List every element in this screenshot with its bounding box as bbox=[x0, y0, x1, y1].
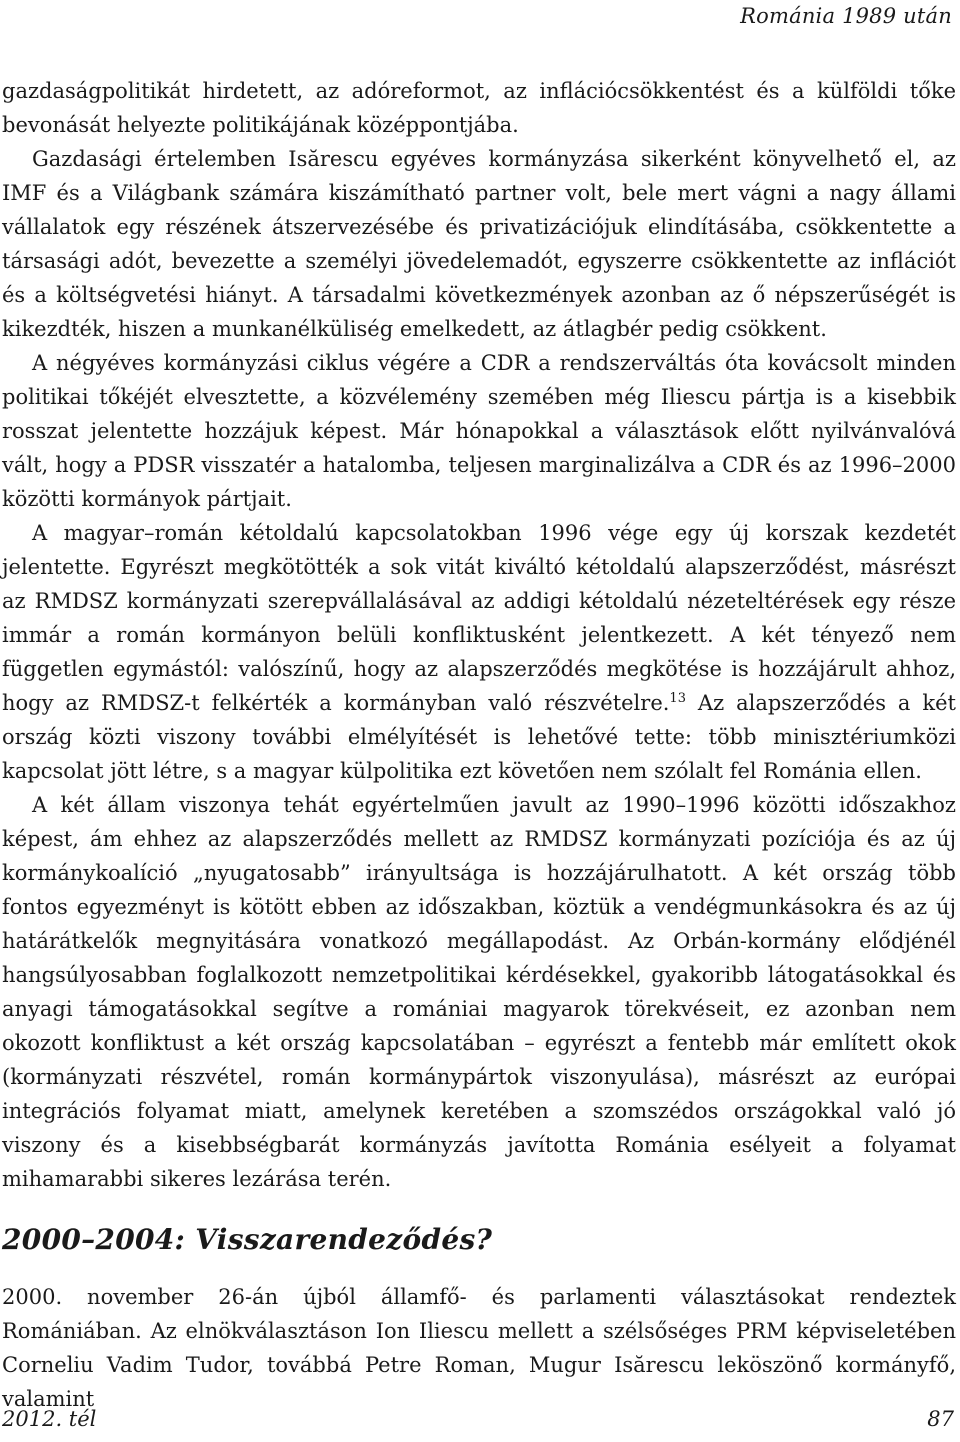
paragraph-text: Az alapszerződés a két ország közti viszony további elmélyítését is lehetővé tette: több minisztériumközi kapcsolat jött létre, s a magyar külpolitika ezt követően nem szólalt fel Románia ellen. bbox=[2, 691, 956, 783]
page-number: 87 bbox=[927, 1407, 954, 1431]
running-head: Románia 1989 után bbox=[740, 4, 952, 28]
page-body bbox=[2, 74, 956, 1416]
paragraph-text: A magyar–román kétoldalú kapcsolatokban 1996 vége egy új korszak kezdetét jelentette. Egyrészt megkötötték a sok vitát kiváltó kétoldalú alapszerződést, másrészt az RMDSZ kormányzati szerepvállalásával az addigi kétoldalú nézeteltérések egy része immár a román kormányon belüli konfliktusként jelentkezett. A két tényező nem független egymástól: valószínű, hogy az alapszerződés megkötése is hozzájárult ahhoz, hogy az RMDSZ-t felkérték a kormányban való részvételre. bbox=[2, 521, 956, 715]
paragraph: gazdaságpolitikát hirdetett, az adóreformot, az inflációcsökkentést és a külföldi tőke bevonását helyezte politikájának középpontjába. bbox=[2, 79, 956, 137]
paragraph: A két állam viszonya tehát egyértelműen javult az 1990–1996 közötti időszakhoz képest, ám ehhez az alapszerződés mellett az RMDSZ kormányzati pozíciója és az új kormánykoalíció „nyugatosabb” irányultsága is hozzájárulhatott. A két ország több fontos egyezményt is kötött ebben az időszakban, köztük a vendégmunkásokra és az új határátkelők megnyitására vonatkozó megállapodást. Az Orbán-kormány elődjénél hangsúlyosabban foglalkozott nemzetpolitikai kérdésekkel, gyakoribb látogatásokkal és anyagi támogatásokkal segítve a romániai magyarok törekvéseit, ez azonban nem okozott konfliktust a két ország kapcsolatában – egyrészt a fentebb már említett okok (kormányzati részvétel, román kormánypártok viszonyulása), másrészt az európai integrációs folyamat miatt, amelynek keretében a szomszédos országokkal való jó viszony és a kisebbségbarát kormányzás javította Románia esélyeit a folyamat mihamarabbi sikeres lezárása terén. bbox=[2, 793, 956, 1191]
paragraph: 2000. november 26-án újból államfő- és parlamenti választásokat rendeztek Romániában. Az elnökválasztáson Ion Iliescu mellett a szélsőséges PRM képviseletében Corneliu Vadim Tudor, továbbá Petre Roman, Mugur Isărescu leköszönő kormányfő, valamint bbox=[2, 1285, 956, 1411]
paragraph: Gazdasági értelemben Isărescu egyéves kormányzása sikerként könyvelhető el, az IMF és a Világbank számára kiszámítható partner volt, bele mert vágni a nagy állami vállalatok egy részének átszervezésébe és privatizációjuk elindításába, csökkentette a társasági adót, bevezette a személyi jövedelemadót, egyszerre csökkentette az inflációt és a költségvetési hiányt. A társadalmi következmények azonban az ő népszerűségét is kikezdték, hiszen a munkanélküliség emelkedett, az átlagbér pedig csökkent. bbox=[2, 147, 956, 341]
footnote-reference[interactable]: 13 bbox=[669, 691, 686, 706]
paragraph: A négyéves kormányzási ciklus végére a CDR a rendszerváltás óta kovácsolt minden politikai tőkéjét elvesztette, a közvélemény szemében még Iliescu pártja is a kisebbik rosszat jelentette hozzájuk képest. Már hónapokkal a választások előtt nyilvánvalóvá vált, hogy a PDSR visszatér a hatalomba, teljesen marginalizálva a CDR és az 1996–2000 közötti kormányok pártjait. bbox=[2, 351, 956, 511]
paragraph-with-footnote bbox=[2, 516, 956, 788]
section-heading: 2000–2004: Visszarendeződés? bbox=[2, 1223, 493, 1256]
issue-label: 2012. tél bbox=[2, 1407, 97, 1431]
